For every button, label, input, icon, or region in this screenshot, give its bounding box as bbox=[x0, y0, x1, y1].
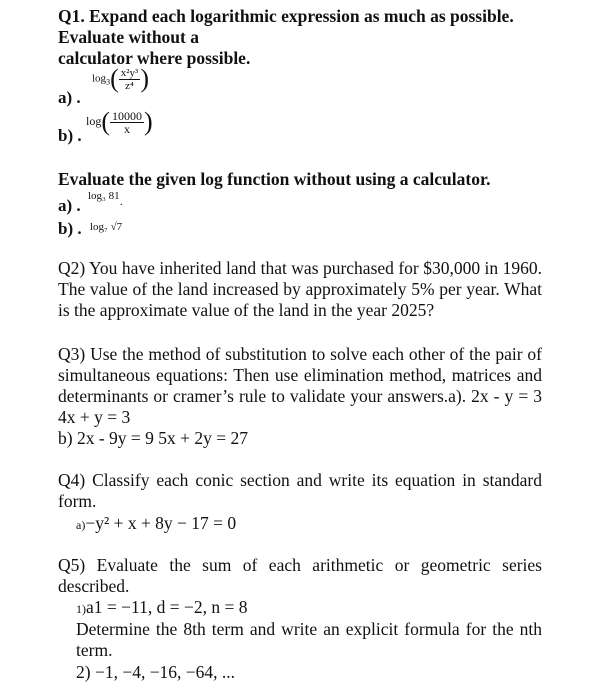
q1-a-label: a) . bbox=[58, 88, 81, 107]
q1b-b-expr: log₇ √7 bbox=[90, 221, 123, 233]
q5-item1-expression: a1 = −11, d = −2, n = 8 bbox=[86, 597, 248, 617]
q1-b-denominator: x bbox=[124, 121, 131, 136]
q5-item1-description: Determine the 8th term and write an explicit formula for the nth term. bbox=[76, 619, 542, 660]
q1-b-expression: log( $\frac{10000}{x}$ ) bbox=[86, 107, 153, 136]
q5-item1 bbox=[76, 597, 560, 618]
q1-heading-line3: calculator where possible. bbox=[58, 48, 251, 68]
q1-a-base: 3 bbox=[106, 77, 111, 87]
q1-b-log: log bbox=[86, 113, 102, 128]
q4-a-expression: −y² + x + 8y − 17 = 0 bbox=[85, 513, 237, 533]
q3-b-line: b) 2x - 9y = 9 5x + 2y = 27 bbox=[58, 428, 249, 448]
q4-a-label: a) bbox=[76, 518, 86, 532]
q1b-heading: Evaluate the given log function without using a calculator. bbox=[58, 169, 491, 189]
q1-a-denominator: z⁴ bbox=[125, 79, 134, 92]
q1-heading bbox=[58, 6, 542, 69]
q1b-a-dot: . bbox=[120, 196, 123, 208]
q4-text: Q4) Classify each conic section and write its equation in standard form. bbox=[58, 470, 542, 511]
q1b-a-expr: log₃ 81 bbox=[88, 190, 120, 202]
q5-item2: 2) −1, −4, −16, −64, ... bbox=[76, 662, 236, 682]
q1b-b-label: b) . bbox=[58, 219, 82, 238]
q1-a-log: log bbox=[92, 72, 107, 85]
q1-a-expression: $\log_3$( $\frac{\text{x²y³}}{\text{z⁴}}$ ) bbox=[92, 64, 150, 93]
q1b-b-expression bbox=[90, 221, 122, 233]
q1-b-label: b) . bbox=[58, 126, 82, 145]
q2-text: Q2) You have inherited land that was purchased for $30,000 in 1960. The value of the land increased by approximately 5% per year. What is the approximate value of the land in the year 2025? bbox=[58, 258, 542, 320]
q1b-a-expression bbox=[88, 190, 120, 202]
q1-b-numerator: 10000 bbox=[112, 108, 143, 123]
q1-heading-line2: Evaluate without a bbox=[58, 27, 199, 47]
q1-a-numerator: x²y³ bbox=[120, 66, 139, 79]
q3-text: Q3) Use the method of substitution to solve each other of the pair of simultaneous equations: Then use elimination method, matrices and determinants or cramer’s rule to validate your answers.a). 2x - y = 3 4x + y = 3 bbox=[58, 344, 542, 427]
q1b-a-label: a) . bbox=[58, 196, 81, 215]
q5-item1-label: 1) bbox=[76, 602, 86, 616]
q5-text: Q5) Evaluate the sum of each arithmetic or geometric series described. bbox=[58, 555, 542, 596]
q4-a bbox=[76, 513, 560, 534]
q1-heading-line1: Q1. Expand each logarithmic expression as much as possible. bbox=[58, 6, 514, 26]
